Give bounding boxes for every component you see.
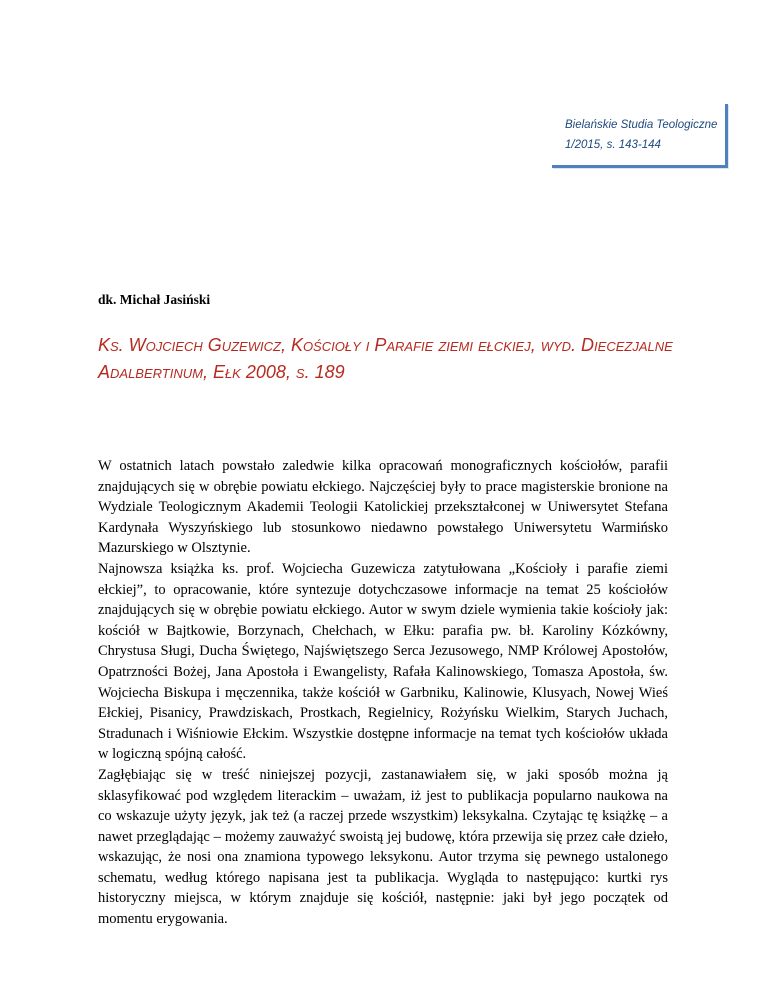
body-text [98,456,668,930]
journal-name: Bielańskie Studia Teologiczne [565,119,718,131]
review-title: Ks. Wojciech Guzewicz, Kościoły i Parafie ziemi ełckiej, wyd. Diecezjalne Adalbertinum, Ełk 2008, s. 189 [98,335,673,382]
journal-issue: 1/2015, s. 143-144 [565,139,661,151]
paragraph: W ostatnich latach powstało zaledwie kilka opracowań monograficznych kościołów, parafii znajdujących się w obrębie powiatu ełckiego. Najczęściej były to prace magisterskie bronione na Wydziale Teologicznym Akademii Teologii Katolickiej przekształconej w Uniwersytet Stefana Kardynała Wyszyńskiego lub stosunkowo niedawno powstałego Uniwersytetu Warmińsko Mazurskiego w Olsztynie. [98,458,668,557]
paragraph: Najnowsza książka ks. prof. Wojciecha Guzewicza zatytułowana „Kościoły i parafie ziemi ełckiej”, to opracowanie, które syntezuje dotychczasowe informacje na temat 25 kościołów znajdujących się w obrębie powiatu ełckiego. Autor w swym dziele wymienia takie kościoły jak: kościół w Bajtkowie, Borzynach, Chełchach, w Ełku: parafia pw. bł. Karoliny Kózkówny, Chrystusa Sługi, Ducha Świętego, Najświętszego Serca Jezusowego, NMP Królowej Apostołów, Opatrzności Bożej, Jana Apostoła i Ewangelisty, Rafała Kalinowskiego, Tomasza Apostoła, św. Wojciecha Biskupa i męczennika, także kościół w Garbniku, Kalinowie, Klusyach, Nowej Wieś Ełckiej, Pisanicy, Prawdziskach, Prostkach, Regielnicy, Rożyńsku Wielkim, Starych Juchach, Stradunach i Wiśniowie Ełckim. Wszystkie dostępne informacje na temat tych kościołów układa w logiczną spójną całość. [98,560,668,763]
paragraph: Zagłębiając się w treść niniejszej pozycji, zastanawiałem się, w jaki sposób można ją sklasyfikować pod względem literackim – uważam, iż jest to publikacja popularno naukowa na co wskazuje użyty język, jak też (a raczej przede wszystkim) leksykalna. Czytając tę książkę – a nawet przeglądając – możemy zauważyć swoistą jej budowę, która przewija się przez całe dzieło, wskazując, że nosi ona znamiona typowego leksykonu. Autor trzyma się pewnego ustalonego schematu, według którego napisana jest ta publikacja. Wygląda to następująco: kurtki rys historyczny miejsca, w którym znajduje się kościół, następnie: jaki był jego początek od momentu erygowania. [98,766,668,928]
author-name: dk. Michał Jasiński [98,292,211,307]
journal-header-box [552,104,728,168]
